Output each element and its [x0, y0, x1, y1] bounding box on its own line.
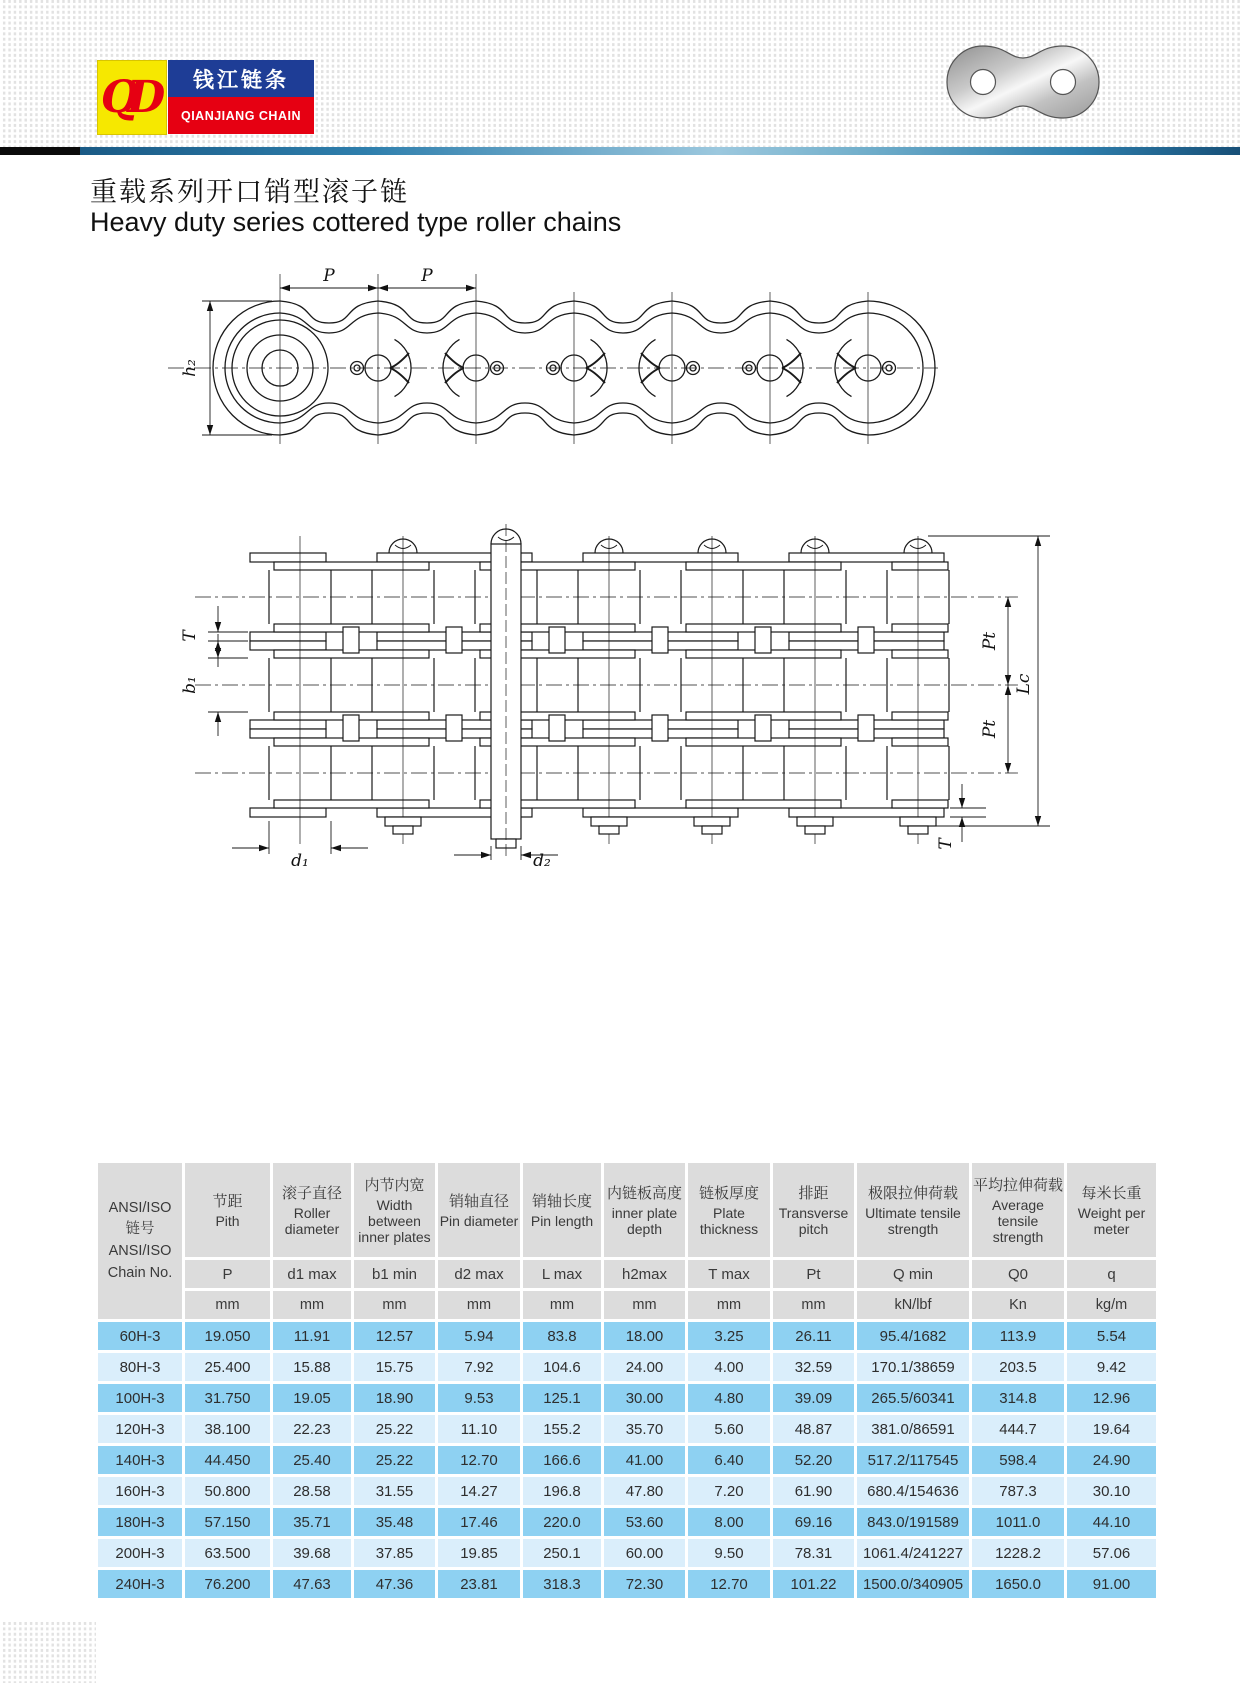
value-cell: 250.1	[523, 1539, 601, 1567]
table-row-80H-3	[98, 1353, 1156, 1381]
qd-monogram-icon: QD	[100, 72, 154, 123]
col-header-1: 节距 Pith	[185, 1163, 270, 1257]
chain-no-cell: 120H-3	[98, 1415, 182, 1443]
value-cell: 30.00	[604, 1384, 685, 1412]
value-cell: 14.27	[438, 1477, 520, 1505]
value-cell: 9.42	[1067, 1353, 1156, 1381]
value-cell: 95.4/1682	[857, 1322, 969, 1350]
value-cell: 113.9	[972, 1322, 1064, 1350]
value-cell: 35.71	[273, 1508, 351, 1536]
value-cell: 31.750	[185, 1384, 270, 1412]
value-cell: 72.30	[604, 1570, 685, 1598]
value-cell: 517.2/117545	[857, 1446, 969, 1474]
chain-no-cell: 200H-3	[98, 1539, 182, 1567]
value-cell: 8.00	[688, 1508, 770, 1536]
chain-no-cell: 240H-3	[98, 1570, 182, 1598]
table-row-60H-3	[98, 1322, 1156, 1350]
value-cell: 1061.4/241227	[857, 1539, 969, 1567]
value-cell: 25.22	[354, 1415, 435, 1443]
value-cell: 39.09	[773, 1384, 854, 1412]
value-cell: 12.70	[688, 1570, 770, 1598]
value-cell: 7.20	[688, 1477, 770, 1505]
value-cell: 26.11	[773, 1322, 854, 1350]
plan-view-drawing	[140, 478, 1060, 870]
value-cell: 44.10	[1067, 1508, 1156, 1536]
dim-label-pt-lower: Pt	[980, 719, 1000, 739]
value-cell: 39.68	[273, 1539, 351, 1567]
value-cell: 48.87	[773, 1415, 854, 1443]
chain-no-cell: 60H-3	[98, 1322, 182, 1350]
header-band	[0, 0, 1240, 154]
value-cell: 17.46	[438, 1508, 520, 1536]
chain-link-plate-icon	[938, 44, 1108, 122]
value-cell: 5.94	[438, 1322, 520, 1350]
value-cell: 203.5	[972, 1353, 1064, 1381]
dim-label-lc: Lc	[1014, 673, 1034, 695]
table-row-100H-3	[98, 1384, 1156, 1412]
value-cell: 9.50	[688, 1539, 770, 1567]
page-title-en: Heavy duty series cottered type roller chains	[90, 207, 622, 237]
chain-no-cell: 160H-3	[98, 1477, 182, 1505]
value-cell: 47.63	[273, 1570, 351, 1598]
col-header-7: 链板厚度 Plate thickness	[688, 1163, 770, 1257]
value-cell: 1500.0/340905	[857, 1570, 969, 1598]
table-row-120H-3	[98, 1415, 1156, 1443]
spec-table	[95, 1160, 1159, 1601]
value-cell: 25.400	[185, 1353, 270, 1381]
chain-no-cell: 80H-3	[98, 1353, 182, 1381]
col-header-3: 内节内宽 Width between inner plates	[354, 1163, 435, 1257]
value-cell: 61.90	[773, 1477, 854, 1505]
value-cell: 23.81	[438, 1570, 520, 1598]
side-view-drawing	[150, 266, 950, 458]
value-cell: 25.22	[354, 1446, 435, 1474]
value-cell: 18.90	[354, 1384, 435, 1412]
table-row-180H-3	[98, 1508, 1156, 1536]
table-row-140H-3	[98, 1446, 1156, 1474]
col-unit-8: mm	[773, 1291, 854, 1319]
table-row-240H-3	[98, 1570, 1156, 1598]
col-unit-3: mm	[354, 1291, 435, 1319]
value-cell: 19.64	[1067, 1415, 1156, 1443]
logo-monogram-box	[97, 60, 167, 135]
value-cell: 155.2	[523, 1415, 601, 1443]
value-cell: 41.00	[604, 1446, 685, 1474]
dim-label-t-top: T	[180, 630, 200, 642]
dim-label-p-left: P	[323, 266, 335, 286]
value-cell: 444.7	[972, 1415, 1064, 1443]
spec-table-section	[95, 1160, 1159, 1601]
value-cell: 12.70	[438, 1446, 520, 1474]
value-cell: 91.00	[1067, 1570, 1156, 1598]
value-cell: 11.91	[273, 1322, 351, 1350]
dim-label-p-right: P	[421, 266, 433, 286]
col-unit-11: kg/m	[1067, 1291, 1156, 1319]
col-unit-6: mm	[604, 1291, 685, 1319]
col-symbol-3: b1 min	[354, 1260, 435, 1288]
value-cell: 104.6	[523, 1353, 601, 1381]
brand-logo	[97, 60, 314, 135]
corner-header: ANSI/ISO 链号 ANSI/ISO Chain No.	[98, 1163, 182, 1319]
value-cell: 52.20	[773, 1446, 854, 1474]
value-cell: 170.1/38659	[857, 1353, 969, 1381]
col-unit-10: Kn	[972, 1291, 1064, 1319]
value-cell: 44.450	[185, 1446, 270, 1474]
dim-label-t-bottom: T	[936, 838, 956, 850]
col-symbol-5: L max	[523, 1260, 601, 1288]
value-cell: 35.48	[354, 1508, 435, 1536]
value-cell: 37.85	[354, 1539, 435, 1567]
value-cell: 265.5/60341	[857, 1384, 969, 1412]
col-header-6: 内链板高度 inner plate depth	[604, 1163, 685, 1257]
value-cell: 6.40	[688, 1446, 770, 1474]
value-cell: 24.90	[1067, 1446, 1156, 1474]
col-unit-7: mm	[688, 1291, 770, 1319]
value-cell: 1228.2	[972, 1539, 1064, 1567]
dim-label-b1: b₁	[180, 676, 200, 694]
value-cell: 843.0/191589	[857, 1508, 969, 1536]
col-symbol-10: Q0	[972, 1260, 1064, 1288]
value-cell: 50.800	[185, 1477, 270, 1505]
value-cell: 15.88	[273, 1353, 351, 1381]
col-symbol-9: Q min	[857, 1260, 969, 1288]
value-cell: 31.55	[354, 1477, 435, 1505]
brand-name-en: QIANJIANG CHAIN	[168, 97, 314, 134]
value-cell: 5.54	[1067, 1322, 1156, 1350]
value-cell: 7.92	[438, 1353, 520, 1381]
value-cell: 76.200	[185, 1570, 270, 1598]
col-header-2: 滚子直径 Roller diameter	[273, 1163, 351, 1257]
value-cell: 598.4	[972, 1446, 1064, 1474]
col-symbol-6: h2max	[604, 1260, 685, 1288]
value-cell: 12.96	[1067, 1384, 1156, 1412]
value-cell: 24.00	[604, 1353, 685, 1381]
value-cell: 22.23	[273, 1415, 351, 1443]
value-cell: 53.60	[604, 1508, 685, 1536]
value-cell: 5.60	[688, 1415, 770, 1443]
chain-no-cell: 100H-3	[98, 1384, 182, 1412]
value-cell: 47.36	[354, 1570, 435, 1598]
divider-blue-segment	[80, 147, 1240, 155]
value-cell: 83.8	[523, 1322, 601, 1350]
footer-dot-pattern	[0, 1622, 96, 1683]
value-cell: 69.16	[773, 1508, 854, 1536]
chain-no-cell: 180H-3	[98, 1508, 182, 1536]
dim-label-pt-upper: Pt	[980, 631, 1000, 651]
col-unit-5: mm	[523, 1291, 601, 1319]
value-cell: 18.00	[604, 1322, 685, 1350]
dim-label-h2: h₂	[180, 359, 200, 377]
value-cell: 1650.0	[972, 1570, 1064, 1598]
value-cell: 35.70	[604, 1415, 685, 1443]
value-cell: 38.100	[185, 1415, 270, 1443]
col-header-8: 排距 Transverse pitch	[773, 1163, 854, 1257]
col-symbol-8: Pt	[773, 1260, 854, 1288]
value-cell: 125.1	[523, 1384, 601, 1412]
chain-no-cell: 140H-3	[98, 1446, 182, 1474]
value-cell: 101.22	[773, 1570, 854, 1598]
value-cell: 4.80	[688, 1384, 770, 1412]
value-cell: 4.00	[688, 1353, 770, 1381]
value-cell: 166.6	[523, 1446, 601, 1474]
col-symbol-4: d2 max	[438, 1260, 520, 1288]
col-unit-4: mm	[438, 1291, 520, 1319]
col-symbol-7: T max	[688, 1260, 770, 1288]
value-cell: 318.3	[523, 1570, 601, 1598]
value-cell: 19.05	[273, 1384, 351, 1412]
value-cell: 787.3	[972, 1477, 1064, 1505]
value-cell: 30.10	[1067, 1477, 1156, 1505]
value-cell: 196.8	[523, 1477, 601, 1505]
col-unit-1: mm	[185, 1291, 270, 1319]
value-cell: 19.050	[185, 1322, 270, 1350]
value-cell: 12.57	[354, 1322, 435, 1350]
divider-black-segment	[0, 147, 80, 155]
col-symbol-2: d1 max	[273, 1260, 351, 1288]
col-header-11: 每米长重 Weight per meter	[1067, 1163, 1156, 1257]
col-unit-9: kN/lbf	[857, 1291, 969, 1319]
value-cell: 3.25	[688, 1322, 770, 1350]
value-cell: 78.31	[773, 1539, 854, 1567]
value-cell: 381.0/86591	[857, 1415, 969, 1443]
dim-label-d2: d₂	[533, 851, 551, 870]
value-cell: 28.58	[273, 1477, 351, 1505]
value-cell: 680.4/154636	[857, 1477, 969, 1505]
value-cell: 25.40	[273, 1446, 351, 1474]
value-cell: 19.85	[438, 1539, 520, 1567]
table-row-200H-3	[98, 1539, 1156, 1567]
brand-name-cn: 钱江链条	[168, 60, 314, 97]
value-cell: 60.00	[604, 1539, 685, 1567]
col-symbol-1: P	[185, 1260, 270, 1288]
value-cell: 15.75	[354, 1353, 435, 1381]
page-title-cn: 重载系列开口销型滚子链	[90, 177, 409, 207]
col-symbol-11: q	[1067, 1260, 1156, 1288]
dim-label-d1: d₁	[291, 851, 309, 870]
col-unit-2: mm	[273, 1291, 351, 1319]
col-header-4: 销轴直径 Pin diameter	[438, 1163, 520, 1257]
value-cell: 63.500	[185, 1539, 270, 1567]
value-cell: 57.150	[185, 1508, 270, 1536]
value-cell: 32.59	[773, 1353, 854, 1381]
table-row-160H-3	[98, 1477, 1156, 1505]
side-view-dimensions	[202, 285, 476, 435]
value-cell: 314.8	[972, 1384, 1064, 1412]
col-header-10: 平均拉伸荷载 Average tensile strength	[972, 1163, 1064, 1257]
logo-name-boxes	[168, 60, 314, 135]
value-cell: 1011.0	[972, 1508, 1064, 1536]
value-cell: 220.0	[523, 1508, 601, 1536]
value-cell: 57.06	[1067, 1539, 1156, 1567]
col-header-5: 销轴长度 Pin length	[523, 1163, 601, 1257]
value-cell: 11.10	[438, 1415, 520, 1443]
value-cell: 47.80	[604, 1477, 685, 1505]
value-cell: 9.53	[438, 1384, 520, 1412]
col-header-9: 极限拉伸荷载 Ultimate tensile strength	[857, 1163, 969, 1257]
